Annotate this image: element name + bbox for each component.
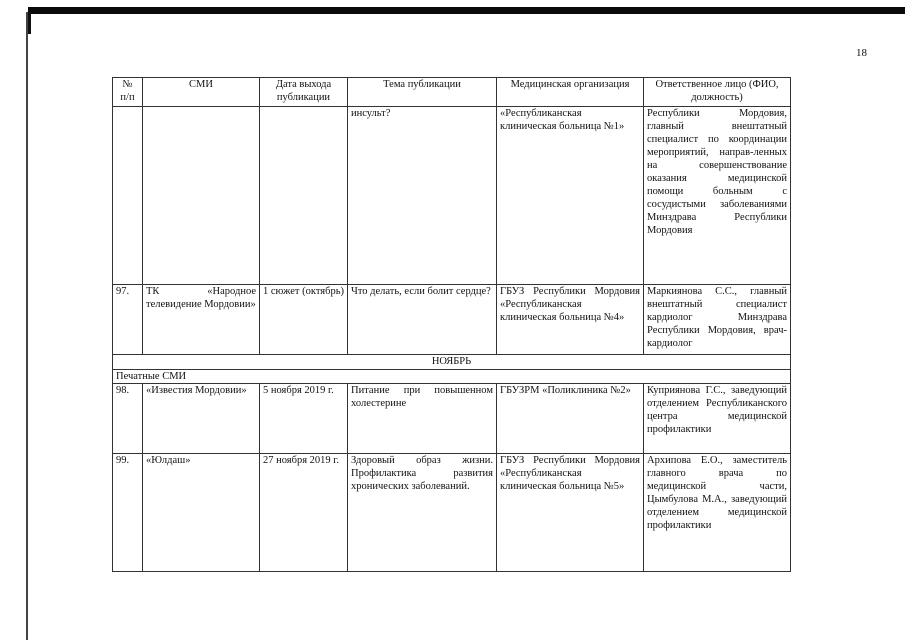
- cell-person: Республики Мордовия, главный внештатный специалист по координации мероприятий, направ-ленных на совершенствование оказания медицинской помощи больным с сосудистыми заболеваниями Минздрава Республики Мордовия: [644, 107, 791, 285]
- cell-org: ГБУЗРМ «Поликлиника №2»: [497, 384, 644, 454]
- header-person: Ответственное лицо (ФИО, должность): [644, 78, 791, 107]
- cell-org: «Республиканская клиническая больница №1»: [497, 107, 644, 285]
- cell-person: Архипова Е.О., заместитель главного врача по медицинской части, Цымбулова М.А., заведующий отделением медицинской профилактики: [644, 454, 791, 572]
- page-number: 18: [856, 47, 867, 59]
- header-date: Дата выхода публикации: [260, 78, 348, 107]
- cell-num: 98.: [113, 384, 143, 454]
- cell-date: 27 ноября 2019 г.: [260, 454, 348, 572]
- cell-org: ГБУЗ Республики Мордовия «Республиканская клиническая больница №4»: [497, 285, 644, 355]
- scan-top-border: [28, 7, 905, 14]
- cell-num: [113, 107, 143, 285]
- table-row: [113, 107, 791, 285]
- cell-num: 99.: [113, 454, 143, 572]
- header-org: Медицинская организация: [497, 78, 644, 107]
- month-label: НОЯБРЬ: [113, 355, 791, 370]
- cell-topic: Что делать, если болит сердце?: [348, 285, 497, 355]
- section-row: [113, 370, 791, 384]
- scan-corner-mark: [28, 12, 31, 34]
- table-row: [113, 285, 791, 355]
- cell-date: 1 сюжет (октябрь): [260, 285, 348, 355]
- table-row: [113, 454, 791, 572]
- cell-media: [143, 107, 260, 285]
- cell-num: 97.: [113, 285, 143, 355]
- cell-media: «Известия Мордовии»: [143, 384, 260, 454]
- table-header-row: [113, 78, 791, 107]
- month-divider-row: [113, 355, 791, 370]
- cell-person: Куприянова Г.С., заведующий отделением Республиканского центра медицинской профилактики: [644, 384, 791, 454]
- cell-date: [260, 107, 348, 285]
- header-num: № п/п: [113, 78, 143, 107]
- scan-left-edge: [26, 12, 28, 640]
- cell-date: 5 ноября 2019 г.: [260, 384, 348, 454]
- cell-media: ТК «Народное телевидение Мордовии»: [143, 285, 260, 355]
- publications-table: [112, 77, 791, 572]
- header-topic: Тема публикации: [348, 78, 497, 107]
- cell-topic: инсульт?: [348, 107, 497, 285]
- cell-topic: Питание при повышенном холестерине: [348, 384, 497, 454]
- cell-person: Маркиянова С.С., главный внештатный специалист кардиолог Минздрава Республики Мордовия, врач-кардиолог: [644, 285, 791, 355]
- table-row: [113, 384, 791, 454]
- cell-topic: Здоровый образ жизни. Профилактика развития хронических заболеваний.: [348, 454, 497, 572]
- section-label: Печатные СМИ: [113, 370, 791, 384]
- cell-media: «Юлдаш»: [143, 454, 260, 572]
- cell-org: ГБУЗ Республики Мордовия «Республиканская клиническая больница №5»: [497, 454, 644, 572]
- header-media: СМИ: [143, 78, 260, 107]
